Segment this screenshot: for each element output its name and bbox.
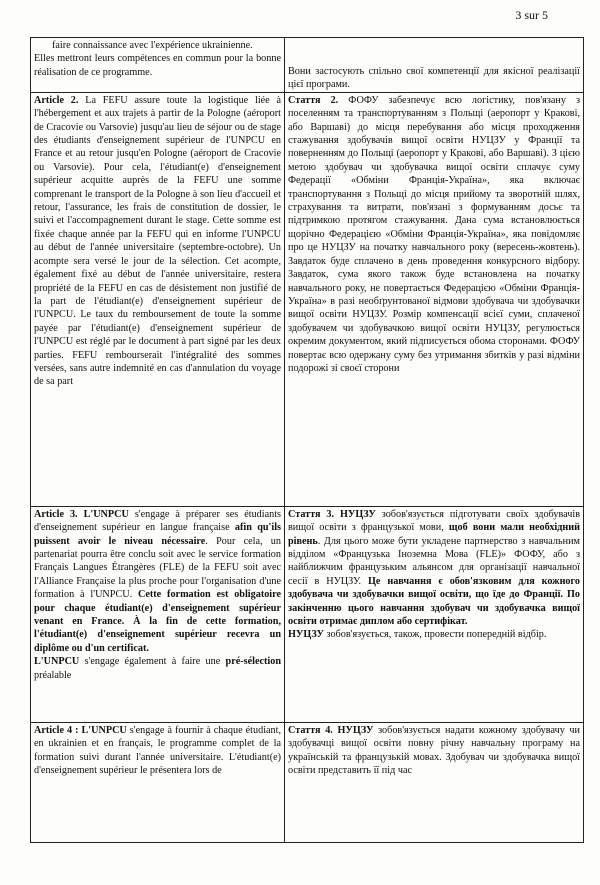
french-text: . Pour cela, un partenariat pourra être conclu soit avec le service formation Français Langues Étrangères (FLE) de la FEFU soit avec l'Alliance Française la plus proche pour l'organisation d'une formation à l'UNPCU.: [34, 535, 281, 601]
ukrainian-text: . Для цього може бути укладене партнерство з навчальним відділом «Французька Іноземна Мова (FLE)» ФОФУ, або з найближчим французьким альянсом для організації навчальної сесії в НУЦЗУ.: [288, 535, 580, 587]
organization-name: НУЦЗУ: [288, 629, 324, 641]
french-paragraph: s'engage à fournir à chaque étudiant, en ukrainien et en français, le programme complet de la formation suivi durant l'année universitaire. L'étudiant(e) d'enseignement supérieur le présentera lors de: [34, 724, 282, 777]
table-row: [31, 38, 584, 93]
french-emphasis: afin qu'ils puissent avoir le niveau nécessaire: [34, 522, 281, 547]
french-cell: [31, 92, 285, 506]
ukrainian-emphasis: щоб вони мали необхідний рівень: [288, 522, 581, 547]
french-text: préalable: [34, 669, 72, 681]
french-cell: [31, 722, 285, 842]
page-number: 3 sur 5: [515, 8, 548, 22]
french-intro-text: faire connaissance avec l'expérience ukrainienne.: [52, 40, 253, 51]
organization-name: НУЦЗУ: [337, 724, 374, 736]
article-heading: Article 4 :: [34, 724, 79, 736]
french-text: s'engage à préparer ses étudiants d'enseignement supérieur en langue française: [34, 508, 281, 534]
article-heading: Стаття 3.: [288, 508, 335, 520]
french-text: s'engage également à faire une: [84, 656, 221, 668]
organization-name: L'UNPCU: [34, 656, 80, 668]
organization-name: L'UNPCU: [81, 724, 127, 736]
french-emphasis: Cette formation est obligatoire pour chaque étudiant(e) d'enseignement supérieur venant en France. À la fin de cette formation, l'étudiant(e) d'enseignement supérieur recevra un diplôme ou d'un certificat.: [34, 589, 281, 654]
article-heading: Article 2.: [34, 94, 79, 106]
table-row: [31, 506, 584, 722]
french-cell: [31, 38, 285, 93]
ukrainian-cell: [285, 506, 584, 722]
bilingual-agreement-table: [30, 37, 584, 843]
ukrainian-paragraph: зобов'язується надати кожному здобувачу чи здобувачці вищої освіти повну річну навчальну програму на українській та французькій мовах. Здобувач чи здобувачка вищої освіти представить її під час: [288, 724, 580, 777]
ukrainian-cell: [285, 92, 584, 506]
table-row: [31, 92, 584, 506]
article-heading: Стаття 4.: [288, 724, 333, 736]
organization-name: НУЦЗУ: [339, 508, 376, 520]
ukrainian-emphasis: Це навчання є обов'язковим для кожного здобувача чи здобувачки вищої освіти, що їде до Франції. По закінченню цього навчання здобувач чи здобувачка вищої освіти отримає диплом або сертифікат.: [288, 575, 580, 628]
article-heading: Article 3.: [34, 508, 78, 520]
ukrainian-paragraph: ФОФУ забезпечує всю логістику, пов'язану з поселенням та транспортуванням з Польщі (аеропорт у Кракові, або Варшаві) до місця перебування або місця проходження стажування здобувачів вищої освіти НУЦЗУ у Франції та поверненням до Польщі (аеропорт у Кракові, або Варшаві). З цією метою здобувач чи здобувачка вищої освіти сплачує суму Федерації «Обміни Франція-Україна», яка включає транспортування з Польщі до місця прийому та зворотній шлях, страхування та витрати, пов'язані з формуванням досьє та підтримкою протягом стажування. Дана сума встановлюється щорічно Федерацією «Обміни Франція-Україна», яка повідомляє про це НУЦЗУ на початку навчального року (вересень-жовтень). Завдаток буде сплачено в день проведення конкурсного відбору. Завдаток, сума якого також буде встановлена на початку навчального року, не повертається Федерацією «Обміни Франція-Україна» в разі необґрунтованої відмови здобувача чи здобувачки вищої освіти НУЦЗУ. Розмір компенсації всієї суми, сплаченої здобувачем чи здобувачкою вищої освіти НУЦЗУ, регулюється окремим документом, який підписується обома сторонами. ФОФУ повертає всю одержану суму без утримання збитків у разі відміни подорожі зі своєї сторони: [288, 94, 580, 374]
ukrainian-text: зобов'язується підготувати своїх здобувачів вищої освіти з французької мови,: [288, 508, 580, 534]
ukrainian-paragraph: Вони застосують спільно свої компетенції для якісної реалізації цієї програми.: [288, 66, 580, 91]
ukrainian-cell: [285, 722, 584, 842]
organization-name: L'UNPCU: [83, 508, 129, 520]
french-paragraph: La FEFU assure toute la logistique liée à l'hébergement et aux trajets à partir de la Pologne (aéroport de Cracovie ou Varsovie) jusqu'au lieu de séjour ou de stage des étudiants d'enseignement supérieur de l'UNPCU en France et au retour jusqu'en Pologne (aéroport de Cracovie ou Varsovie). Pour cela, l'étudiant(e) d'enseignement supérieur acquitte auprès de la FEFU une somme comprenant le transport de la Pologne à son lieu d'accueil et retour, l'assurance, les frais de constitution de dossier, le suivi et l'accompagnement durant le stage. Cette somme est fixée chaque année par la FEFU qui en informe l'UNPCU au début de l'année universitaire (septembre-octobre). Un acompte sera versé le jour de la sélection. Cet acompte, également fixé au début de l'année universitaire, restera propriété de la FEFU en cas de désistement non justifié de la part de l'étudiant(e) d'enseignement supérieur de l'UNPCU. Le taux du remboursement de toute la somme payée par l'étudiant(e) d'enseignement supérieur de l'UNPCU est réglé par le document à part signé par les deux parties. FEFU rembourserait l'intégralité des sommes versées, sans autre indemnité en cas d'annulation du voyage de sa part: [34, 94, 282, 388]
ukrainian-cell: [285, 38, 584, 93]
article-heading: Стаття 2.: [288, 94, 339, 106]
ukrainian-text: зобов'язується, також, провести попередній відбір.: [326, 629, 547, 641]
french-emphasis: pré-sélection: [225, 656, 281, 668]
french-paragraph: Elles mettront leurs compétences en commun pour la bonne réalisation de ce programme.: [34, 53, 281, 78]
table-row: [31, 722, 584, 842]
french-cell: [31, 506, 285, 722]
